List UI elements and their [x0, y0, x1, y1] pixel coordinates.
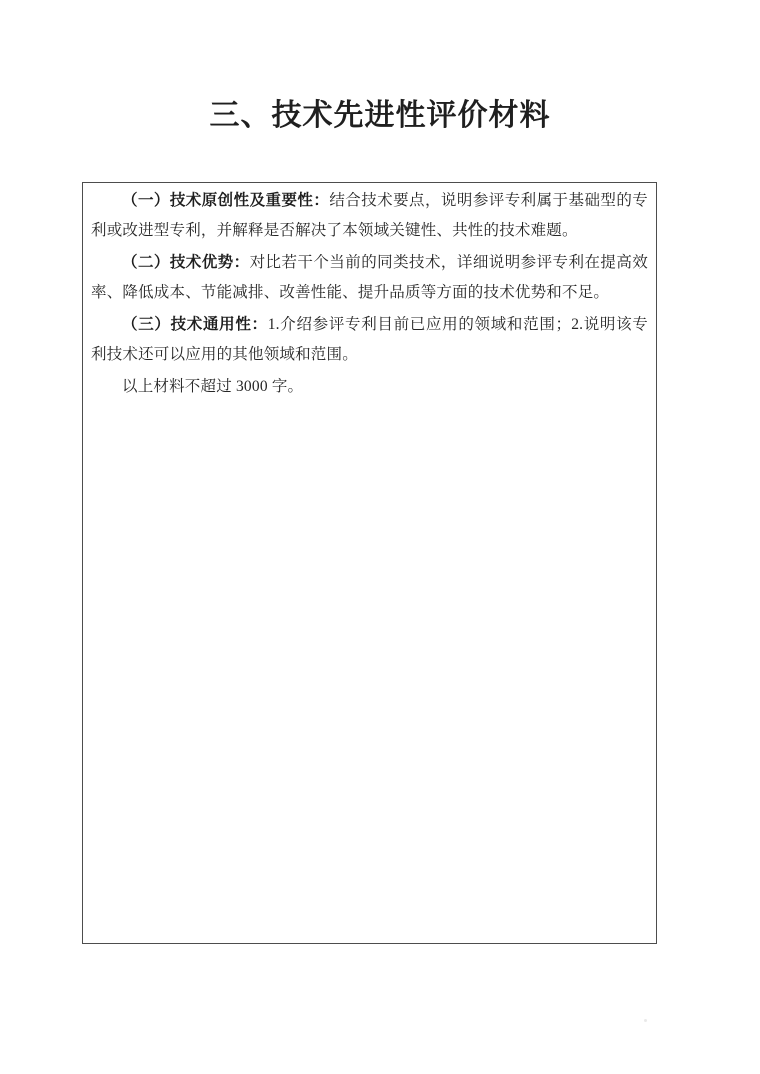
paragraph-originality: [91, 186, 648, 246]
paragraph-advantage-label: （二）技术优势：: [122, 254, 250, 271]
paragraph-word-limit-text: 以上材料不超过 3000 字。: [122, 378, 304, 395]
paragraph-generality-text: 1.介绍参评专利目前已应用的领域和范围；2.说明该专利技术还可以应用的其他领域和范围。: [91, 316, 648, 363]
paragraph-originality-text: 结合技术要点，说明参评专利属于基础型的专利或改进型专利，并解释是否解决了本领域关键性、共性的技术难题。: [91, 192, 648, 239]
paragraph-advantage: [91, 248, 648, 308]
page-title: 三、技术先进性评价材料: [209, 99, 551, 132]
paragraph-advantage-text: 对比若干个当前的同类技术，详细说明参评专利在提高效率、降低成本、节能减排、改善性能、提升品质等方面的技术优势和不足。: [91, 254, 648, 301]
paragraph-generality-label: （三）技术通用性：: [122, 316, 268, 333]
content-box: [82, 182, 657, 944]
paragraph-word-limit: [91, 372, 648, 402]
paragraph-generality: [91, 310, 648, 370]
scan-artifact-speck: [644, 1019, 647, 1022]
paragraph-originality-label: （一）技术原创性及重要性：: [122, 192, 330, 209]
